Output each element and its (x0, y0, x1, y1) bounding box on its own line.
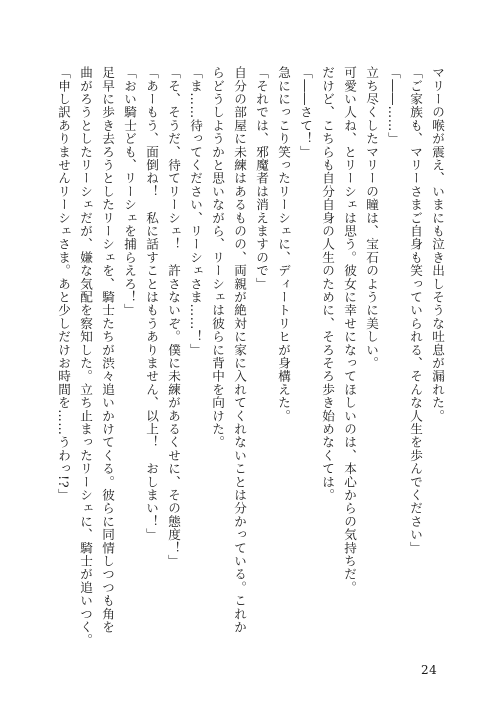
text-line: だけど、こちらも自分自身の人生のために、そろそろ歩き始めなくては。 (320, 66, 335, 502)
text-line: 足早に歩き去ろうとしたリーシェを、騎士たちが渋々追いかけてくる。彼らに同情しつつも角を (100, 66, 115, 634)
text-line: 「――さて！」 (298, 66, 313, 159)
text-line: 「おい騎士ども、リーシェを捕らえろ！」 (122, 66, 137, 317)
text-line: 可愛い人ね、とリーシェは思う。彼女に幸せになってほしいのは、本心からの気持ちだ。 (342, 66, 357, 594)
text-line: 「そ、そうだ、待てリーシェ！ 許さないぞ。僕に未練があるくせに、その態度！」 (166, 66, 181, 568)
text-line: らどうしようかと思いながら、リーシェは彼らに背中を向けた。 (210, 66, 225, 449)
page-number: 24 (421, 663, 438, 677)
text-line: 「あーもう、面倒ね！ 私に話すことはもうありません、以上！ おしまい！」 (144, 66, 159, 542)
text-line: 「ご家族も、マリーさまご自身も笑っていられる、そんな人生を歩んでください」 (408, 66, 423, 555)
text-line: 「ま……待ってください、リーシェさま……！」 (188, 66, 203, 357)
text-line: 自分の部屋に未練はあるものの、両親が絶対に家に入れてくれないことは分かっている。これか (232, 66, 247, 634)
text-line: 急ににっこり笑ったリーシェに、ディートリヒが身構えた。 (276, 66, 291, 423)
text-line: 「それでは、邪魔者は消えますので」 (254, 66, 269, 291)
body-text (52, 66, 448, 647)
text-line: マリーの喉が震え、いまにも泣き出しそうな吐息が漏れた。 (430, 66, 445, 423)
text-line: 「申し訳ありませんリーシェさま。あと少しだけお時間を……うわっ!?」 (56, 66, 71, 502)
text-line: 曲がろうとしたリーシェだが、嫌な気配を察知した。立ち止まったリーシェに、騎士が追いつく。 (78, 66, 93, 647)
text-line: 立ち尽くしたマリーの瞳は、宝石のように美しい。 (364, 66, 379, 370)
text-line: 「――……」 (386, 66, 401, 146)
